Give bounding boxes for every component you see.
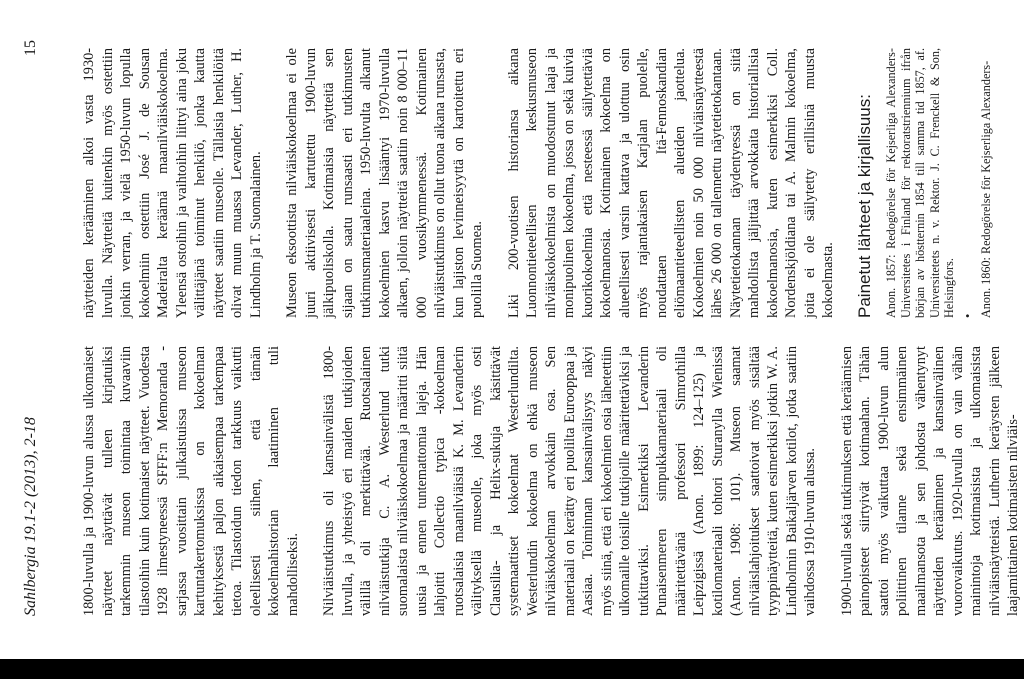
paragraph: Liki 200-vuotisen historiansa aikana Luonnontieteellisen keskusmuseon nilviäiskokoelmista on muodostunut laaja ja monipuolinen kokoelma, jossa on sekä kuivia kuorikokoelmia että nesteessä säilytettäviä kokoelmanosia. Kotimainen kokoelma on alueellisesti varsin kattava ja ulottuu osin myös rajantakaisen Karjalan puolelle, noudattaen Itä-Fennoskandian eliömaantieteellisten alueiden jaottelua. Kokoelmien noin 50 000 nilviäisnäytteestä lähes 26 000 on tallennettu näytetietokantaan. Näytetietokannan täydentyessä on siitä mahdollista jäljittää arvokkaita historiallisia kokoelmanosia, kuten esimerkiksi Coll. Nordenskjöldiana tai A. Malmin kokoelma, joita ei ole säilytetty erillisinä muusta kokoelmasta. xyxy=(505,48,836,318)
reference-text: Anon. 1860: Redogörelse för Kejserliga Alexanders- xyxy=(979,60,993,318)
reference-item xyxy=(961,48,976,318)
journal-citation: Sahlbergia 19.1-2 (2013), 2-18 xyxy=(22,417,39,616)
right-column xyxy=(80,48,998,318)
page-header xyxy=(22,40,46,616)
paragraph: 1800-luvulla ja 1900-luvun alussa ulkomaiset näytteet näyttävät tulleen kirjatuiksi tarkemmin museon toimintaa kuvaaviin tilastoihin kuin kotimaiset näytteet. Vuodesta 1928 ilmestyneessä SFFF:n Memoranda -sarjassa vuosittain julkaistuissa museon kartuntakertomuksissa on kokoelman kehityksestä paljon aikaisempaa tarkempaa tietoa. Tilastoidun tiedon tarkkuus vaikutti oleellisesti siihen, että tämän kokoelmahistorian laatiminen tuli mahdolliseksi. xyxy=(81,346,301,616)
reference-item xyxy=(884,48,957,318)
left-column xyxy=(80,346,1023,616)
reference-list xyxy=(884,48,994,318)
reference-text: Anon. 1857: Redogörelse för Kejserliga Alexanders-Universitetes i Finland för rektoratstriennium ifrån början av höstternin 1854 till samma tid 1857, af. Universitetets n. v. Rektor. J. C. Frenckell & Son, Helsingfors. xyxy=(884,48,956,318)
bullet-icon: • xyxy=(960,313,975,318)
paragraph: 1900-luvulla sekä tutkimuksen että keräämisen painopisteet siirtyivät kotimaahan. Tähän saattoi myös vaikuttaa 1900-luvun alun poliittinen tilanne sekä ensimmäinen maailmansota ja sen johdosta vähentynyt näytteiden kerääminen ja kansainvälinen vuorovaikutus. 1920-luvulla on vain vähän mainintoja kotimaisista ja ulkomaisista nilviäisnäytteistä. Lutherin keräysten jälkeen laajamittainen kotimaisten nilviäis- xyxy=(838,346,1021,616)
reference-item xyxy=(979,48,994,318)
section-title: Painetut lähteet ja kirjallisuus: xyxy=(854,94,874,318)
scan-edge-bar xyxy=(0,659,1024,679)
page-number: 15 xyxy=(22,40,39,56)
paragraph: näytteiden kerääminen alkoi vasta 1930-luvulla. Näytteitä kuitenkin myös ostettiin jonkin verran, ja vielä 1950-luvun lopulla kokoelmiin ostettiin José J. de Sousan Madeiralta keräämä maanilviäiskokoelma. Yleensä ostoihin ja vaihtoihin liittyi aina joku välittäjänä toiminut henkilö, jonka kautta näytteet saatiin museolle. Tällaisia henkilöitä olivat muun muassa Levander, Luther, H. Lindholm ja T. Suomalainen. xyxy=(81,48,264,318)
paragraph: Nilviäistutkimus oli kansainvälistä 1800-luvulla, ja yhteistyö eri maiden tutkijoiden välillä oli merkittävää. Ruotsalainen nilviäistutkija C. A. Westerlund tutki suomalaista nilviäiskokoelmaa ja määritti siitä uusia ja ennen tuntemattomia lajeja. Hän lahjoitti Collectio typica -kokoelman ruotsalaisia maanilviäisiä K. M. Levanderin välityksellä museolle, joka myös osti Clausilia- ja Helix-sukuja käsittävät systemaattiset kokoelmat Westerlundilta. Westerlundin kokoelma on ehkä museon nilviäiskokoelman arvokkain osa. Sen materiaali on kerätty eri puolilta Eurooppaa ja Aasiaa. Toiminnan kansainvälisyys näkyi myös siinä, että eri kokoelmien osia lähetettiin ulkomaille toisille tutkijoille määritettäviksi ja tutkittaviksi. Esimerkiksi Levanderin Punaisenmeren simpukkamateriaali oli määritettävänä professori Simrothilla Leipzigissä (Anon. 1899: 124–125) ja kotilomateriaali tohtori Sturanylla Wienissä (Anon. 1908: 101). Museon saamat nilviäislahjoitukset saattoivat myös sisältää tyyppinäytteitä, kuten esimerkiksi jotkin W. A. Lindholmin Baikaljärven kotilot, jotka saatiin vaihdossa 1910-luvun alussa. xyxy=(321,346,818,616)
paragraph: Museon eksoottista nilviäiskokoelmaa ei ole juuri aktiivisesti kartutettu 1900-luvun jälkipuoliskolla. Kotimaisia näytteitä sen sijaan on saatu runsaasti eri tutkimusten tutkimusmateriaaleina. 1950-luvulta alkanut kokoelmien kasvu lisääntyi 1970-luvulla alkaen, jolloin näytteitä saatiin noin 8 000–11 000 vuosikymmenessä. Kotimainen nilviäistutkimus on ollut tuona aikana runsasta, kun lajiston levinneisyyttä on kartoitettu eri puolilla Suomea. xyxy=(284,47,485,318)
